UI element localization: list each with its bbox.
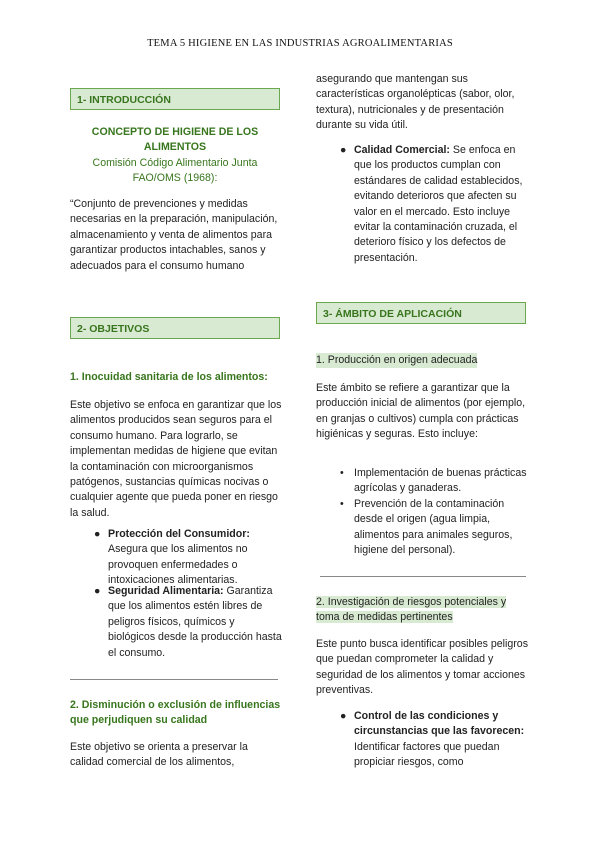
subsection-1-bullet-1 xyxy=(340,466,528,497)
page-header-title: TEMA 5 HIGIENE EN LAS INDUSTRIAS AGROALIMENTARIAS xyxy=(147,38,453,49)
bullet-bold-label: Calidad Comercial: xyxy=(354,144,450,156)
concept-source: Comisión Código Alimentario Junta FAO/OMS (1968): xyxy=(92,157,258,185)
objective-2-text: Este objetivo se orienta a preservar la calidad comercial de los alimentos, xyxy=(70,741,248,769)
section-heading-ambito: 3- ÁMBITO DE APLICACIÓN xyxy=(316,302,526,324)
bullet-dot-icon: • xyxy=(340,498,344,510)
bullet-seguridad-alimentaria xyxy=(94,584,282,661)
definition-text: “Conjunto de prevenciones y medidas necesarias en la preparación, manipulación, almacenamiento y venta de alimentos para garantizar productos intachables, sanos y adecuados para el consumo humano xyxy=(70,198,278,272)
bullet-dot-icon: ● xyxy=(94,585,101,597)
bullet-proteccion-consumidor xyxy=(94,527,282,589)
section-heading-introduccion: 1- INTRODUCCIÓN xyxy=(70,88,280,110)
divider xyxy=(70,679,278,680)
bullet-calidad-comercial xyxy=(340,143,530,266)
bullet-bold-label: Seguridad Alimentaria: xyxy=(108,585,224,597)
continued-text: asegurando que mantengan sus características organolépticas (sabor, olor, textura), nutricionales y de presentación durante su vida útil. xyxy=(316,73,515,132)
bullet-text: Garantiza que los alimentos estén libres de peligros físicos, químicos y biológicos desde la producción hasta el consumo. xyxy=(108,585,282,659)
bullet-text: Identificar factores que puedan propiciar riesgos, como xyxy=(354,740,500,769)
subsection-2-bullet-1 xyxy=(340,709,530,771)
objective-1-title: 1. Inocuidad sanitaria de los alimentos: xyxy=(70,371,268,383)
concept-title: CONCEPTO DE HIGIENE DE LOS ALIMENTOS xyxy=(91,126,259,154)
objective-2-title: 2. Disminución o exclusión de influencias que perjudiquen su calidad xyxy=(70,699,281,727)
bullet-dot-icon: • xyxy=(340,467,344,479)
bullet-dot-icon: ● xyxy=(94,528,101,540)
bullet-text: Prevención de la contaminación desde el origen (agua limpia, alimentos para animales seguros, higiene del personal). xyxy=(354,498,513,557)
subsection-2-title-wrap xyxy=(316,595,528,626)
bullet-dot-icon: ● xyxy=(340,144,347,156)
bullet-text: Se enfoca en que los productos cumplan con estándares de calidad establecidos, evitando deterioros que afecten su valor en el mercado. Esto incluye evitar la contaminación cruzada, el deterioro físico y los defectos de presentación. xyxy=(354,144,523,264)
bullet-bold-label: Control de las condiciones y circunstancias que las favorecen: xyxy=(354,710,525,738)
subsection-1-title: 1. Producción en origen adecuada xyxy=(316,353,477,368)
subsection-2-title: 2. Investigación de riesgos potenciales y toma de medidas pertinentes xyxy=(316,596,507,624)
subsection-2-text: Este punto busca identificar posibles peligros que puedan comprometer la calidad y seguridad de los alimentos y tomar acciones preventivas. xyxy=(316,638,528,697)
bullet-text: Implementación de buenas prácticas agrícolas y ganaderas. xyxy=(354,467,527,495)
bullet-dot-icon: ● xyxy=(340,710,347,722)
bullet-bold-label: Protección del Consumidor: xyxy=(108,528,250,540)
section-heading-objetivos: 2- OBJETIVOS xyxy=(70,317,280,339)
subsection-1-bullet-2 xyxy=(340,497,528,559)
subsection-1-text: Este ámbito se refiere a garantizar que la producción inicial de alimentos (por ejemplo, en granjas o cultivos) cumpla con prácticas higiénicas y seguras. Esto incluye: xyxy=(316,382,526,441)
bullet-text: Asegura que los alimentos no provoquen enfermedades o intoxicaciones alimentarias. xyxy=(108,543,248,587)
objective-1-text: Este objetivo se enfoca en garantizar que los alimentos producidos sean seguros para el consumo humano. Para lograrlo, se implementan medidas de higiene que evitan la contaminación con microorganismos patógenos, sustancias químicas nocivas o cualquier agente que pueda poner en riesgo la salud. xyxy=(70,399,282,519)
divider xyxy=(320,576,526,577)
